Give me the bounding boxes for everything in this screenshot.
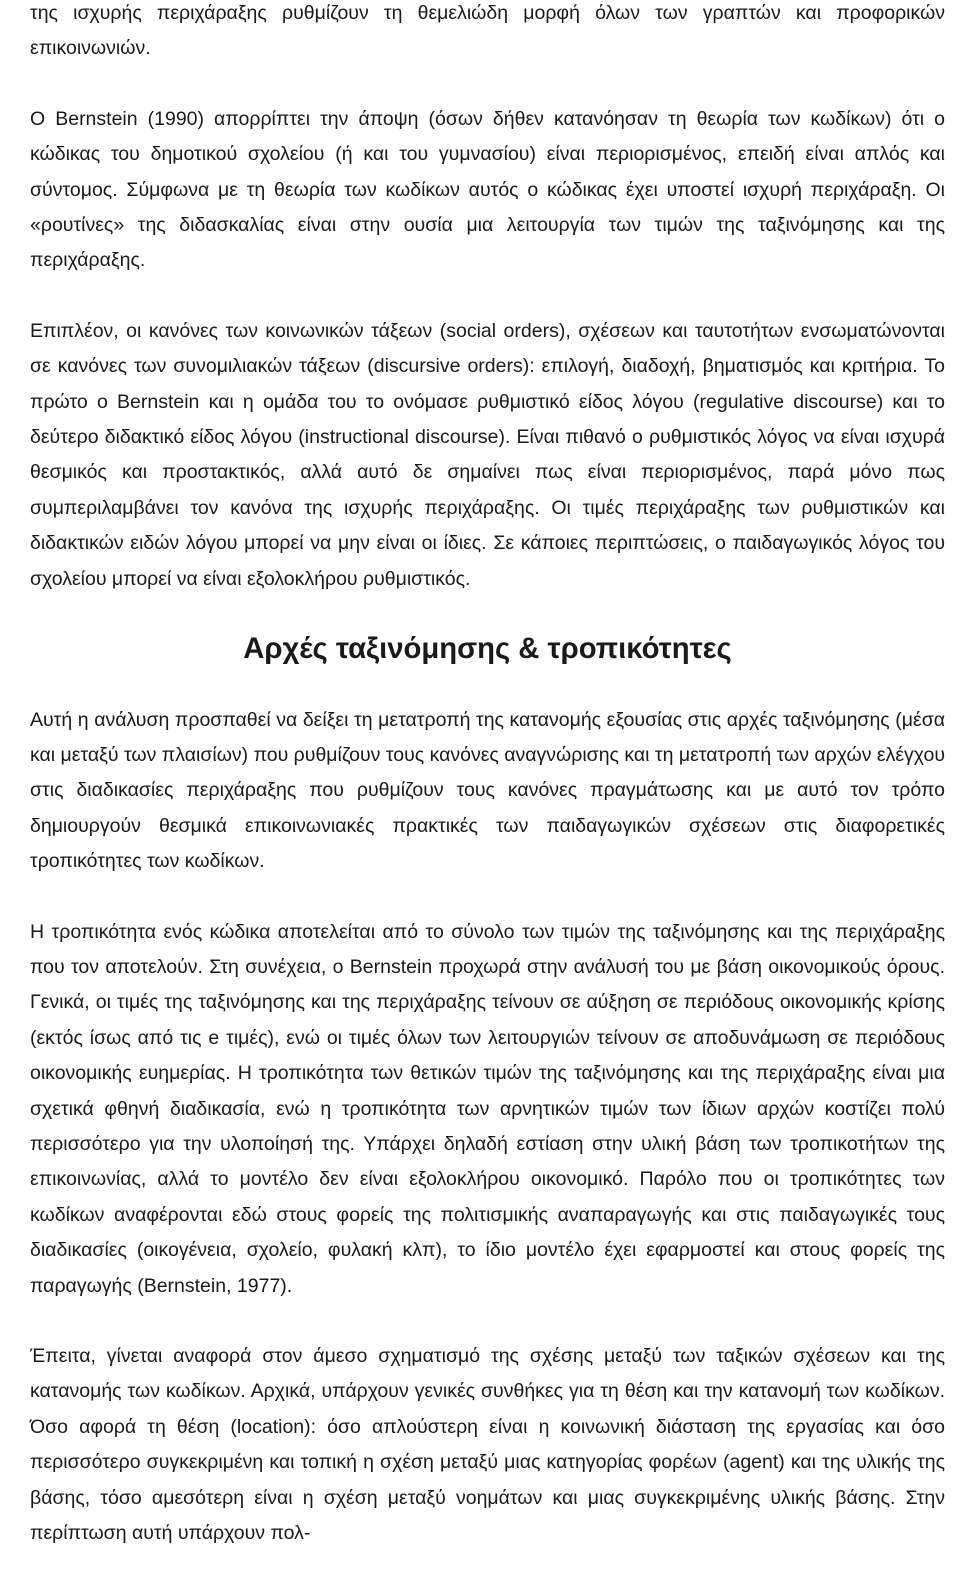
- paragraph-discourse-orders: Επιπλέον, οι κανόνες των κοινωνικών τάξεων (social orders), σχέσεων και ταυτοτήτων ενσωματώνονται σε κανόνες των συνομιλιακών τάξεων (discursive orders): επιλογή, διαδοχή, βηματισμός και κριτήρια. Το πρώτο ο Bernstein και η ομάδα του το ονόμασε ρυθμιστικό είδος λόγου (regulative discourse) και το δεύτερο διδακτικό είδος λόγου (instructional discourse). Είναι πιθανό ο ρυθμιστικός λόγος να είναι ισχυρά θεσμικός και προστακτικός, αλλά αυτό δε σημαίνει πως είναι περιορισμένος, παρά μόνο πως συμπεριλαμβάνει τον κανόνα της ισχυρής περιχάραξης. Οι τιμές περιχάραξης των ρυθμιστικών και διδακτικών ειδών λόγου μπορεί να μην είναι οι ίδιες. Σε κάποιες περιπτώσεις, ο παιδαγωγικός λόγος του σχολείου μπορεί να είναι εξολοκλήρου ρυθμιστικός.: [30, 319, 945, 590]
- paragraph-spacer: [30, 1304, 945, 1339]
- paragraph-spacer: [30, 279, 945, 314]
- document-page: [30, 0, 945, 1551]
- paragraph-spacer: [30, 668, 945, 703]
- paragraph-spacer: [30, 880, 945, 915]
- paragraph-bernstein-1990: Ο Bernstein (1990) απορρίπτει την άποψη (όσων δήθεν κατανόησαν τη θεωρία των κωδίκων) ότι ο κώδικας του δημοτικού σχολείου (ή και του γυμνασίου) είναι περιορισμένος, επειδή είναι απλός και σύντομος. Σύμφωνα με τη θεωρία των κωδίκων αυτός ο κώδικας έχει υποστεί ισχυρή περιχάραξη. Οι «ρουτίνες» της διδασκαλίας είναι στην ουσία μια λειτουργία των τιμών της ταξινόμησης και της περιχάραξης.: [30, 107, 945, 272]
- paragraph-modality: Η τροπικότητα ενός κώδικα αποτελείται από το σύνολο των τιμών της ταξινόμησης και της περιχάραξης που τον αποτελούν. Στη συνέχεια, ο Bernstein προχωρά στην ανάλυσή του με βάση οικονομικούς όρους. Γενικά, οι τιμές της ταξινόμησης και της περιχάραξης τείνουν σε αύξηση σε περιόδους οικονομικής κρίσης (εκτός ίσως από τις e τιμές), ενώ οι τιμές όλων των λειτουργιών τείνουν σε αποδυνάμωση σε περιόδους οικονομικής ευημερίας. Η τροπικότητα των θετικών τιμών της ταξινόμησης και της περιχάραξης είναι μια σχετικά φθηνή διαδικασία, ενώ η τροπικότητα των αρνητικών τιμών των ίδιων αρχών κοστίζει πολύ περισσότερο για την υλοποίησή της. Υπάρχει δηλαδή εστίαση στην υλική βάση των τροπικοτήτων της επικοινωνίας, αλλά το μοντέλο δεν είναι εξολοκλήρου οικονομικό. Παρόλο που οι τροπικότητες των κωδίκων αναφέρονται εδώ στους φορείς της πολιτισμικής αναπαραγωγής και στις παιδαγωγικές τους διαδικασίες (οικογένεια, σχολείο, φυλακή κλπ), το ίδιο μοντέλο έχει εφαρμοστεί και στους φορείς της παραγωγής (Bernstein, 1977).: [30, 920, 945, 1297]
- paragraph-analysis: Αυτή η ανάλυση προσπαθεί να δείξει τη μετατροπή της κατανομής εξουσίας στις αρχές ταξινόμησης (μέσα και μεταξύ των πλαισίων) που ρυθμίζουν τους κανόνες αναγνώρισης και τη μετατροπή των αρχών ελέγχου στις διαδικασίες περιχάραξης που ρυθμίζουν τους κανόνες πραγμάτωσης και με αυτό τον τρόπο δημιουργούν θεσμικά επικοινωνιακές πρακτικές των παιδαγωγικών σχέσεων στις διαφορετικές τροπικότητες των κωδίκων.: [30, 708, 945, 873]
- paragraph-class-relations: Έπειτα, γίνεται αναφορά στον άμεσο σχηματισμό της σχέσης μεταξύ των ταξικών σχέσεων και της κατανομής των κωδίκων. Αρχικά, υπάρχουν γενικές συνθήκες για τη θέση και την κατανομή των κωδίκων. Όσο αφορά τη θέση (location): όσο απλούστερη είναι η κοινωνική διάσταση της εργασίας και όσο περισσότερο συγκεκριμένη και τοπική η σχέση μεταξύ μιας κατηγορίας φορέων (agent) και της υλικής της βάσης, τόσο αμεσότερη είναι η σχέση μεταξύ νοημάτων και μιας συγκεκριμένης υλικής βάσης. Στην περίπτωση αυτή υπάρχουν πολ-: [30, 1345, 945, 1545]
- paragraph-spacer: [30, 597, 945, 632]
- paragraph-intro-tail: της ισχυρής περιχάραξης ρυθμίζουν τη θεμελιώδη μορφή όλων των γραπτών και προφορικών επικοινωνιών.: [30, 2, 945, 60]
- paragraph-spacer: [30, 67, 945, 102]
- section-heading: Αρχές ταξινόμησης & τροπικότητες: [243, 633, 732, 666]
